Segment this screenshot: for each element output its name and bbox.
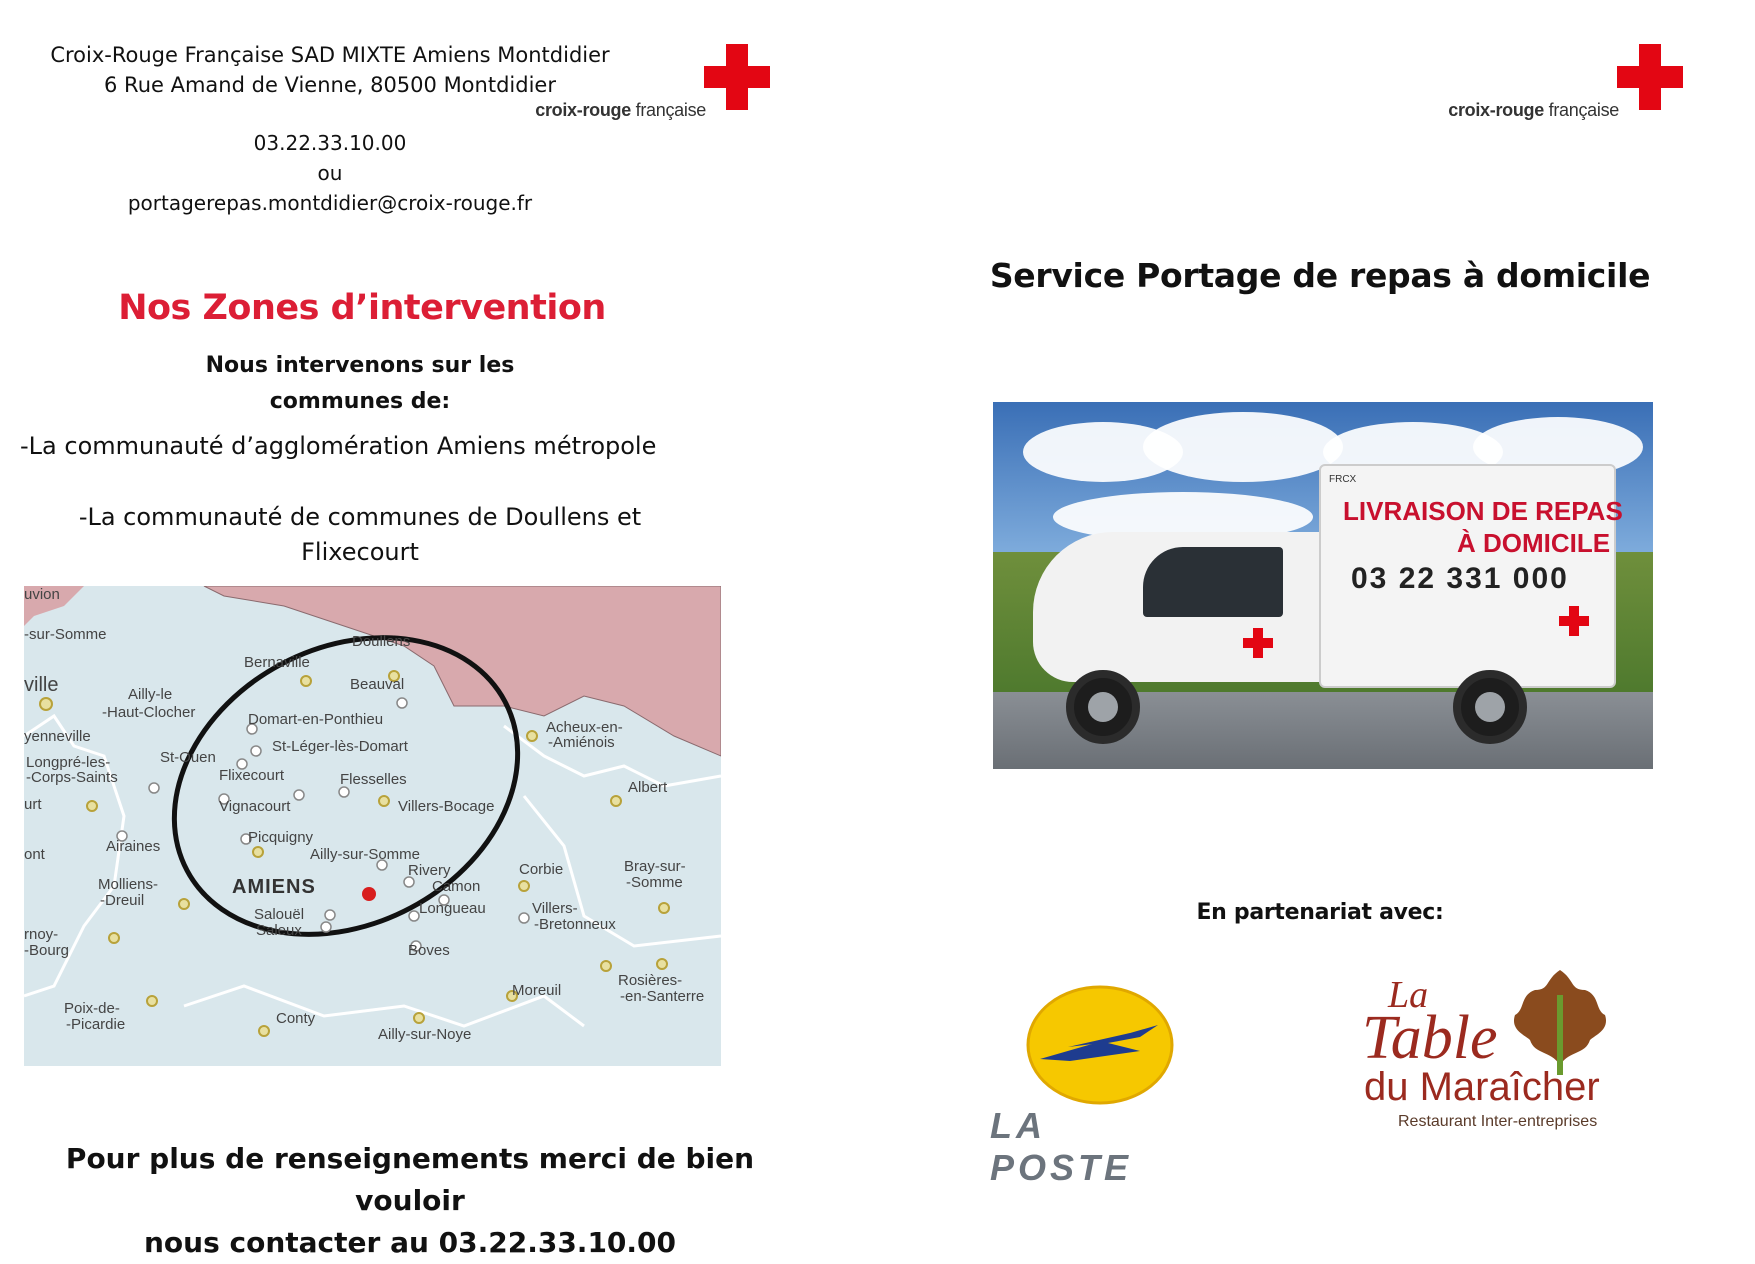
- map-place: Ailly-sur-Noye: [378, 1026, 472, 1043]
- map-place: -Picardie: [66, 1016, 126, 1033]
- address-line-2: 6 Rue Amand de Vienne, 80500 Montdidier: [104, 73, 556, 97]
- map-place: Corbie: [519, 861, 564, 878]
- map-place: Airaines: [106, 838, 161, 855]
- map-place: -sur-Somme: [24, 626, 107, 643]
- red-cross-icon: [1617, 44, 1683, 110]
- intervention-map: [24, 586, 721, 1066]
- map-place: -Corps-Saints: [26, 769, 118, 786]
- map-place: uvion: [24, 586, 60, 603]
- map-place: Acheux-en-: [546, 719, 623, 736]
- map-place: Boves: [408, 942, 450, 959]
- zone-amiens: -La communauté d’agglomération Amiens métropole: [20, 432, 657, 460]
- map-place: Longpré-les-: [26, 754, 111, 771]
- van-cargo-box: [1319, 464, 1623, 688]
- van-phone: 03 22 331 000: [1351, 562, 1569, 595]
- van-line-1: LIVRAISON DE REPAS: [1343, 496, 1623, 526]
- map-place: Camon: [432, 878, 481, 895]
- map-place: Bernaville: [244, 654, 310, 671]
- map-place: -Haut-Clocher: [102, 704, 196, 721]
- la-table-du-maraicher-logo: La Table du Maraîcher Restaurant Inter-entreprises: [1360, 965, 1630, 1135]
- map-place: Flesselles: [340, 771, 407, 788]
- van-wheel: [1066, 670, 1140, 744]
- map-place: -Amiénois: [548, 734, 615, 751]
- la-poste-logo: LA POSTE: [990, 985, 1190, 1145]
- map-place: urt: [24, 796, 42, 813]
- map-place: Albert: [628, 779, 668, 796]
- map-place: Ailly-le: [128, 686, 173, 703]
- email-link[interactable]: portagerepas.montdidier@croix-rouge.fr: [127, 191, 533, 215]
- map-place: Saleux: [256, 922, 302, 939]
- map-place: Moreuil: [512, 982, 562, 999]
- map-place: -Bourg: [24, 942, 70, 959]
- map-place: Molliens-: [98, 876, 159, 893]
- la-poste-bird-icon: [990, 985, 1190, 1105]
- map-place: Villers-: [532, 900, 578, 917]
- map-place: Beauval: [350, 676, 405, 693]
- map-place: ville: [24, 674, 59, 696]
- map-place: Rosières-: [618, 972, 683, 989]
- map-shapes: [24, 586, 721, 1066]
- red-cross-icon: [704, 44, 770, 110]
- map-place: -Bretonneux: [534, 916, 616, 933]
- service-title: Service Portage de repas à domicile: [989, 256, 1651, 295]
- map-place: -Dreuil: [100, 892, 145, 909]
- footer-contact: Pour plus de renseignements merci de bien vouloir nous contacter au 03.22.33.10.00: [65, 1142, 755, 1259]
- van-tag: FRCX: [1329, 474, 1357, 485]
- map-place: Longueau: [419, 900, 486, 917]
- map-place: Domart-en-Ponthieu: [248, 711, 384, 728]
- contact-block: [90, 128, 570, 218]
- phone-number: 03.22.33.10.00: [253, 131, 407, 155]
- or-text: ou: [317, 161, 343, 185]
- map-place: Poix-de-: [64, 1000, 120, 1017]
- red-cross-icon: [1559, 606, 1589, 636]
- map-place: Picquigny: [248, 829, 314, 846]
- map-place: Flixecourt: [219, 767, 285, 784]
- intro-text: Nous intervenons sur les communes de:: [205, 353, 515, 414]
- van-wheel: [1453, 670, 1527, 744]
- map-place: Villers-Bocage: [398, 798, 495, 815]
- croix-rouge-logo-right: croix-rouge française: [1423, 44, 1683, 124]
- map-place: St-Léger-lès-Domart: [272, 738, 408, 755]
- van-line-2: À DOMICILE: [1457, 528, 1611, 558]
- croix-rouge-logo: croix-rouge française: [510, 44, 770, 124]
- map-place: Ailly-sur-Somme: [310, 846, 421, 863]
- map-place: -en-Santerre: [620, 988, 705, 1005]
- map-place: Bray-sur-: [624, 858, 686, 875]
- zones-title: Nos Zones d’intervention: [118, 288, 606, 328]
- map-place: Salouël: [254, 906, 305, 923]
- map-place: Conty: [276, 1010, 316, 1027]
- partner-label: En partenariat avec:: [1196, 900, 1444, 925]
- red-cross-icon: [1243, 628, 1267, 652]
- address-line-1: Croix-Rouge Française SAD MIXTE Amiens Montdidier: [50, 43, 610, 67]
- map-place: Rivery: [408, 862, 451, 879]
- delivery-van-photo: [993, 402, 1653, 769]
- map-place: -Somme: [626, 874, 683, 891]
- map-place: rnoy-: [24, 926, 59, 943]
- zone-doullens: -La communauté de communes de Doullens et Flixecourt: [78, 503, 642, 566]
- map-place: yenneville: [24, 728, 91, 745]
- map-place: Vignacourt: [219, 798, 291, 815]
- map-place-amiens: AMIENS: [232, 876, 316, 898]
- map-place: Doullens: [352, 633, 411, 650]
- map-place: St-Ouen: [160, 749, 216, 766]
- map-place: ont: [24, 846, 45, 863]
